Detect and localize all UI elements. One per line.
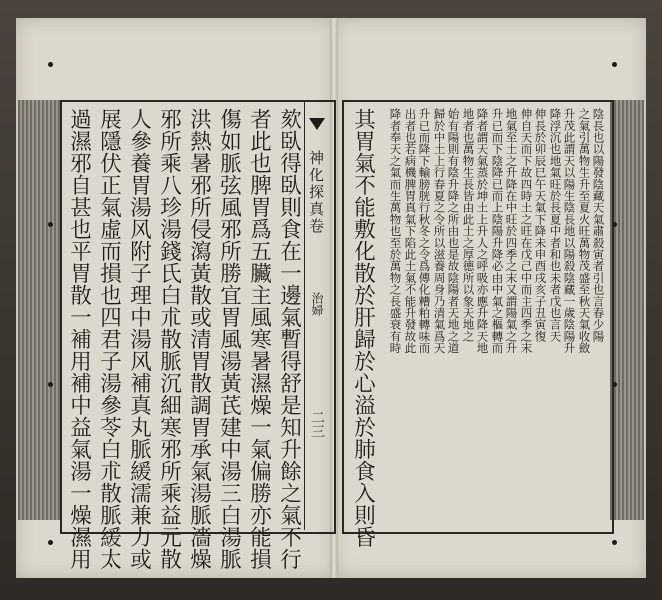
book-title: 神化探真卷 [307,150,325,235]
binding-hole [612,540,617,545]
binding-hole [612,222,617,227]
annotation-column: 出者也若病機脾胃真氣下陷此土氣不能升發故此 [403,108,418,354]
text-column: 邪所乘八珍湯錢氏白朮散脈沉細寒邪所乘益元散 [156,108,182,570]
annotation-column: 升已而降下輸膀胱行秋冬之令爲傳化糟粕轉味而 [417,108,432,354]
binding-hole [48,62,53,67]
text-column: 欬臥得臥則食在一邊氣暫得舒是知升餘之氣不行 [276,108,302,570]
binding-hole [48,382,53,387]
text-column: 人參養胃湯风附子理中湯风補真丸脈緩濡兼力或 [126,108,152,570]
binding-hole [612,62,617,67]
annotation-column: 始有陽則有陰升降之所由也是故陰陽者天地之道 [446,108,461,354]
annotation-column: 地氣至土之升降在中旺於四季之末又謂陽氣之升 [504,108,519,354]
text-column: 展隱伏正氣虛而損也四君子湯參苓白朮散脈緩太 [96,108,122,570]
annotation-column: 降者謂天氣蒸於坤土上升人之呼吸亦應升降天地 [475,108,490,354]
left-bleed-through [18,100,60,520]
chapter-label: 治婦 [310,292,324,316]
annotation-column: 降者奉天之氣而生萬物也至於萬物之長盛衰有時 [388,108,403,354]
annotation-column: 降浮沉也地氣旺於長夏中者和也未者戊也言天 [548,108,563,342]
annotation-column: 歸於中土上行春夏之令所以滋養周身乃清氣爲天 [432,108,447,354]
annotation-column: 地者也萬物生長皆由此土之厚德所以象天地之 [461,108,476,342]
text-column: 者此也脾胃爲五臟主風寒暑濕燥一氣偏勝亦能損 [246,108,272,570]
text-column: 過濕邪自甚也平胃散一補用補中益氣湯一燥濕用 [66,108,92,570]
annotation-column: 升茂此謂天以陽生陰長地以陽殺陰藏一歲陰陽升 [562,108,577,354]
binding-hole [612,382,617,387]
binding-hole [48,540,53,545]
annotation-column: 伸長於卯辰巳午天氣下降未申酉戌亥子丑寅復 [533,108,548,342]
right-bleed-through [610,100,644,520]
annotation-column: 陰長也以陽發陰藏天氣肅殺寅者引也言春少陽 [591,108,606,342]
text-column: 傷如脈弦風邪所勝宜胃風湯黃芪建中湯三白湯脈 [216,108,242,570]
text-column: 洪熱暑邪所侵瀉黃散或清胃散調胃承氣湯脈濇燥 [186,108,212,570]
text-column: 其胃氣不能敷化散於肝歸於心溢於肺食入則昏 [350,108,376,548]
annotation-column: 之氣引萬物生升至夏火旺萬物茂盛至秋天氣收斂 [577,108,592,354]
fishtail-mark [309,118,325,130]
annotation-column: 伸自天而下故四時土之旺在戊己中而主四季之末 [519,108,534,354]
page-number: 二三 [309,410,325,438]
binding-hole [48,222,53,227]
annotation-column: 升已而下陰降已而上陰陽升降必由中氣之樞轉而 [490,108,505,354]
